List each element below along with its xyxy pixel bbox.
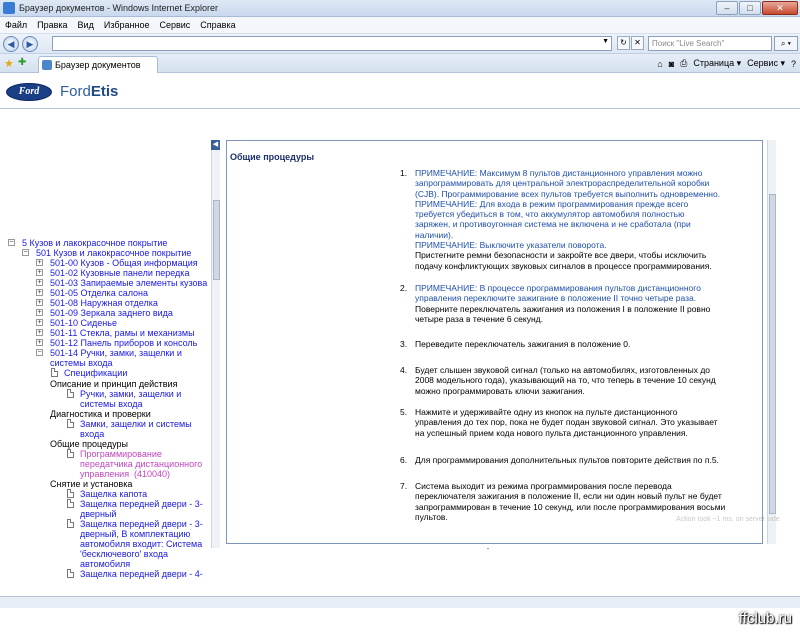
- ford-logo: Ford: [6, 83, 52, 101]
- tree-node[interactable]: автомобиля входит: Система: [80, 539, 203, 549]
- minimize-button[interactable]: –: [716, 1, 738, 15]
- tree-node[interactable]: 'бесключевого' входа: [80, 549, 169, 559]
- content-title: Общие процедуры: [230, 152, 315, 162]
- procedure-step: [400, 455, 760, 465]
- collapse-node-icon[interactable]: −: [37, 349, 42, 356]
- step-body: [415, 168, 760, 271]
- document-icon: [51, 368, 58, 377]
- step-note-line: ПРИМЕЧАНИЕ: Максимум 8 пультов дистанционного управления можно: [415, 168, 703, 178]
- tree-node[interactable]: автомобиля: [80, 559, 131, 569]
- menu-tools[interactable]: Сервис: [159, 20, 191, 30]
- step-number: 7.: [400, 481, 408, 491]
- step-number: 3.: [400, 339, 408, 349]
- tree-node: Снятие и установка: [50, 479, 133, 489]
- step-text-line: Система выходит из режима программирования после перевода: [415, 481, 672, 491]
- tree-node[interactable]: Спецификации: [64, 368, 128, 378]
- watermark: ffclub.ru: [738, 610, 792, 627]
- forward-button[interactable]: ▶: [22, 36, 38, 52]
- search-input[interactable]: Поиск "Live Search": [648, 36, 772, 51]
- menu-bar: [0, 17, 800, 34]
- document-icon: [67, 499, 74, 508]
- document-icon: [67, 489, 74, 498]
- tree-scrollbar[interactable]: [211, 140, 220, 548]
- step-text-line: Для программирования дополнительных пультов повторите действия по п.5.: [415, 455, 719, 465]
- expand-node-icon[interactable]: +: [37, 319, 42, 326]
- tree-node[interactable]: Защелка передней двери - 3-: [80, 519, 203, 529]
- step-note-line: управления переключите зажигание в положение II точно четыре раза.: [415, 293, 697, 304]
- tree-node[interactable]: Программирование: [80, 449, 162, 459]
- step-text-line: можно программировать ключи зажигания.: [415, 385, 585, 396]
- step-text-line: Переведите переключатель зажигания в положение 0.: [415, 339, 631, 349]
- document-icon: [67, 389, 74, 398]
- step-note-line: наличии).: [415, 229, 454, 240]
- address-buttons: [617, 36, 645, 50]
- search-button[interactable]: ⌕ ▾: [774, 36, 798, 51]
- stop-icon[interactable]: ✕: [631, 36, 644, 50]
- maximize-button[interactable]: □: [739, 1, 761, 15]
- step-number: 2.: [400, 283, 408, 293]
- menu-help[interactable]: Справка: [200, 20, 236, 30]
- step-text-line: четыре раза в течение 6 секунд.: [415, 313, 543, 324]
- tree-scrollbar-thumb[interactable]: [213, 200, 220, 280]
- feeds-icon[interactable]: ◙: [668, 58, 675, 69]
- tree-node[interactable]: передатчика дистанционного: [80, 459, 203, 469]
- expand-node-icon[interactable]: +: [37, 339, 42, 346]
- step-number: 1.: [400, 168, 408, 178]
- tree-node[interactable]: 501-09 Зеркала заднего вида: [50, 308, 173, 318]
- tab-toolbar: [0, 54, 800, 73]
- expand-node-icon[interactable]: +: [37, 269, 42, 276]
- procedure-step: [400, 365, 760, 396]
- step-body: [415, 283, 760, 324]
- procedure-step: [400, 283, 760, 324]
- step-note-line: (CJB). Программирование всех пультов требуется выполнить одновременно.: [415, 188, 721, 199]
- tree-node[interactable]: Замки, защелки и системы: [80, 419, 192, 429]
- page-icon: [42, 60, 52, 70]
- procedure-step: [400, 339, 760, 349]
- menu-view[interactable]: Вид: [77, 20, 94, 30]
- step-number: 6.: [400, 455, 408, 465]
- step-text-line: Будет слышен звуковой сигнал (только на автомобилях, изготовленных до: [415, 365, 711, 375]
- tree-node[interactable]: Защелка капота: [80, 489, 148, 499]
- tree-node[interactable]: 501-05 Отделка салона: [50, 288, 149, 298]
- expand-node-icon[interactable]: +: [37, 279, 42, 286]
- collapse-pane-button[interactable]: ◀: [212, 141, 219, 148]
- tree-node[interactable]: Ручки, замки, защелки и: [80, 389, 182, 399]
- menu-edit[interactable]: Правка: [37, 20, 68, 30]
- content-scrollbar[interactable]: [767, 140, 776, 544]
- tree-node: Общие процедуры: [50, 439, 128, 449]
- menu-favorites[interactable]: Избранное: [103, 20, 150, 30]
- collapse-node-icon[interactable]: −: [9, 239, 14, 246]
- expand-node-icon[interactable]: +: [37, 289, 42, 296]
- tree-node[interactable]: 501-10 Сиденье: [50, 318, 117, 328]
- tree-node[interactable]: 501-14 Ручки, замки, защелки и: [50, 348, 182, 358]
- step-text-line: Поверните переключатель зажигания из положения I в положение II ровно: [415, 303, 711, 314]
- step-text-line: подачу конфликтующих звуковых сигналов в процессе программирования.: [415, 260, 712, 271]
- tree-node[interactable]: Защелка передней двери - 3-: [80, 499, 203, 509]
- step-text-line: на успешный прием кода нового пульта дистанционного управления.: [415, 427, 688, 438]
- tree-node[interactable]: 501-00 Кузов - Общая информация: [50, 258, 198, 268]
- tree-node[interactable]: дверный, В комплектацию: [80, 529, 191, 539]
- refresh-icon[interactable]: ↻: [617, 36, 630, 50]
- command-bar: [651, 58, 796, 69]
- content-scrollbar-thumb[interactable]: [769, 194, 776, 514]
- window-titlebar: [0, 0, 800, 17]
- document-icon: [67, 449, 74, 458]
- document-icon: [67, 419, 74, 428]
- step-text-line: переключателя зажигания в положение II, если ни один новый пульт не будет: [415, 491, 722, 502]
- tree-node[interactable]: Защелка передней двери - 4-: [80, 569, 203, 579]
- step-text-line: Пристегните ремни безопасности и закройте все двери, чтобы исключить: [415, 250, 707, 261]
- close-button[interactable]: ✕: [762, 1, 798, 15]
- expand-node-icon[interactable]: +: [37, 309, 42, 316]
- print-icon[interactable]: ⎙: [680, 58, 688, 68]
- step-number: 5.: [400, 407, 408, 417]
- tree-node[interactable]: системы входа: [50, 358, 113, 368]
- step-body: [415, 407, 760, 438]
- brand-name-bold: Etis: [90, 83, 119, 100]
- window-title: Браузер документов - Windows Internet Explorer: [19, 3, 219, 13]
- tab-document-browser[interactable]: [38, 56, 158, 73]
- navigation-tree-pane: [0, 140, 210, 579]
- home-icon[interactable]: ⌂: [657, 58, 663, 69]
- expand-node-icon[interactable]: +: [37, 259, 42, 266]
- tree-node[interactable]: 5 Кузов и лакокрасочное покрытие: [22, 238, 168, 248]
- tree-node[interactable]: дверный: [80, 509, 117, 519]
- address-dropdown-icon[interactable]: ▼: [602, 38, 609, 45]
- step-note-line: требуется убедиться в том, что аккумулятор автомобиля полностью: [415, 209, 685, 220]
- tree-node[interactable]: управления: [80, 469, 130, 479]
- favorites-star-icon[interactable]: ★: [4, 58, 14, 70]
- step-body: [415, 339, 760, 349]
- step-text-line: управления до тех пор, пока не будет подан звуковой сигнал. Это указывает: [415, 417, 718, 428]
- step-body: [415, 365, 760, 396]
- document-icon: [67, 569, 74, 578]
- menu-file[interactable]: Файл: [5, 20, 28, 30]
- tree-node[interactable]: 501-12 Панель приборов и консоль: [50, 338, 198, 348]
- tree-node: Диагностика и проверки: [50, 409, 151, 419]
- status-bar: [0, 596, 800, 608]
- tree-node[interactable]: 501-11 Стекла, рамы и механизмы: [50, 328, 195, 338]
- tree-node[interactable]: 501-02 Кузовные панели передка: [50, 268, 190, 278]
- server-timing-note: Action took ~1 ms. on server side: [676, 516, 780, 523]
- step-text-line: 2008 модельного года), указывающий на то, что теперь в течение 10 секунд: [415, 375, 716, 386]
- step-note-line: ПРИМЕЧАНИЕ: Для входа в режим программирования прежде всего: [415, 198, 689, 209]
- window-controls: [715, 1, 798, 15]
- brand-name-light: Ford: [60, 83, 91, 100]
- step-note-line: ПРИМЕЧАНИЕ: Выключите указатели поворота.: [415, 240, 607, 251]
- collapse-node-icon[interactable]: −: [23, 249, 28, 256]
- tab-label: Браузер документов: [55, 60, 141, 70]
- tree-node[interactable]: 501 Кузов и лакокрасочное покрытие: [36, 248, 192, 258]
- brand-name: [60, 83, 118, 100]
- step-text-line: запрограммирован в течение 10 секунд, или после программирования восьми: [415, 501, 726, 512]
- tree-node[interactable]: 501-08 Наружная отделка: [50, 298, 158, 308]
- step-note-line: запрограммировать для центральной электрораспределительной коробки: [415, 178, 710, 189]
- step-note-line: заряжен, и противоугонная система не включена и не сработала (при: [415, 219, 691, 230]
- back-button[interactable]: ◀: [3, 36, 19, 52]
- step-body: [415, 455, 760, 465]
- step-text-line: пультов.: [415, 511, 448, 522]
- expand-node-icon[interactable]: +: [37, 299, 42, 306]
- tools-menu[interactable]: Сервис ▾: [747, 58, 785, 68]
- app-header: [0, 73, 800, 109]
- address-bar[interactable]: [52, 36, 612, 51]
- tree-node[interactable]: системы входа: [80, 399, 143, 409]
- help-icon[interactable]: ?: [790, 58, 796, 69]
- separator-dot: [487, 548, 489, 549]
- step-note-line: ПРИМЕЧАНИЕ: В процессе программирования пультов дистанционного: [415, 283, 701, 293]
- address-toolbar: [0, 34, 800, 54]
- expand-node-icon[interactable]: +: [37, 329, 42, 336]
- procedure-step: [400, 168, 760, 271]
- ie-app-icon: [3, 2, 15, 14]
- step-number: 4.: [400, 365, 408, 375]
- add-favorite-icon[interactable]: ✚: [18, 57, 27, 68]
- page-menu[interactable]: Страница ▾: [693, 58, 742, 68]
- tree-node[interactable]: входа: [80, 429, 105, 439]
- tree-node: Описание и принцип действия: [50, 379, 178, 389]
- procedure-step: [400, 407, 760, 438]
- tree-node-code: (410040): [134, 469, 171, 479]
- tree-node[interactable]: 501-03 Запираемые элементы кузова: [50, 278, 208, 288]
- step-text-line: Нажмите и удерживайте одну из кнопок на пульте дистанционного: [415, 407, 678, 417]
- document-icon: [67, 519, 74, 528]
